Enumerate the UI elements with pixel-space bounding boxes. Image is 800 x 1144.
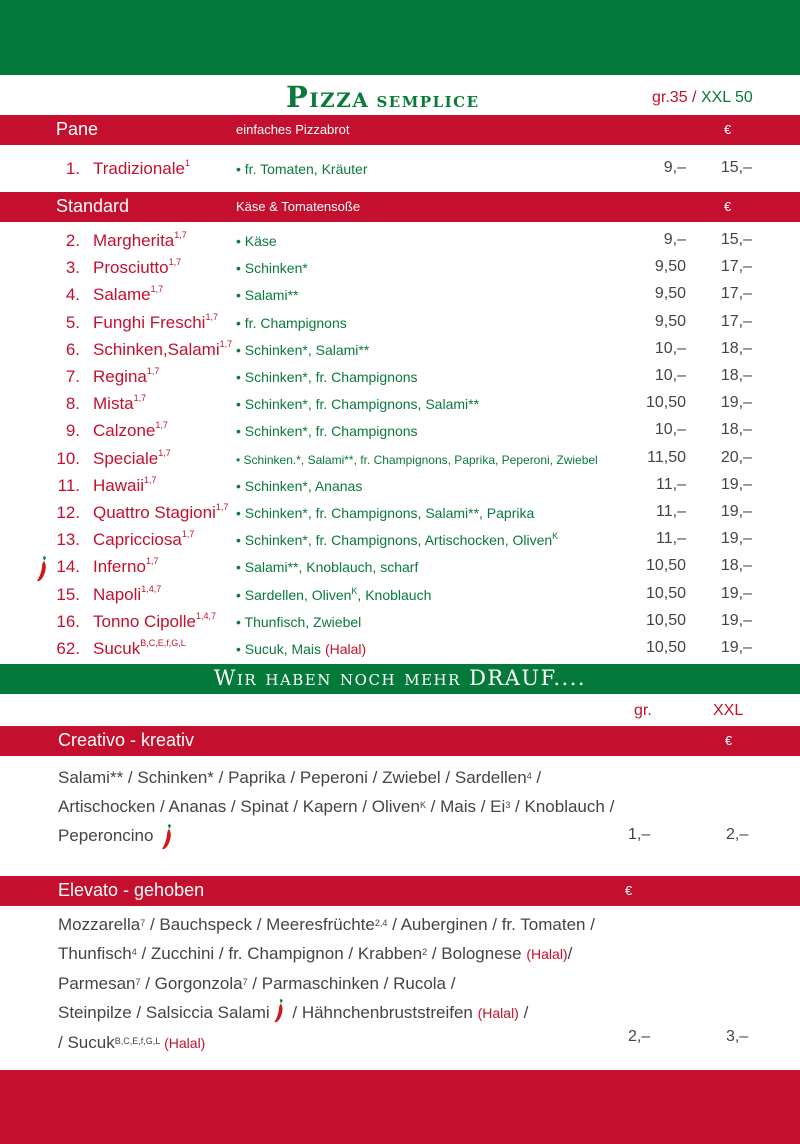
price-xxl: 17,– [720,312,752,330]
allergen-sup: 7 [135,977,141,987]
text: • Schinken*, Salami** [236,341,370,358]
text: Steinpilze / Salsiccia Salami [58,1003,270,1022]
text: / Bolognese [427,944,527,963]
price-small: 9,– [663,159,686,176]
item-ingredients [236,342,369,358]
menu-item-row [0,637,800,664]
section-bar-creativo [0,726,800,756]
menu-item-row [0,528,800,555]
allergen-sup: 3 [505,800,511,810]
allergen-sup: B,C,E,f,G,L [114,1036,161,1046]
item-name [93,476,157,496]
section-title: Creativo - kreativ [58,730,195,750]
item-ingredients [236,260,308,276]
price-xxl: 2,– [726,826,749,843]
text: Artischocken / Ananas / Spinat / Kapern / Oliven [58,797,420,816]
price-xxl: 15,– [720,159,752,176]
item-ingredients [236,396,479,412]
item-name [93,449,171,469]
text: / [531,768,542,787]
toppings-line [58,939,595,969]
allergen-sup: 4 [526,771,532,781]
item-number: 15. [56,584,80,604]
allergen-sup: 1,4,7 [196,610,217,621]
item-number: 6. [65,339,80,359]
allergen-sup: 1,7 [174,230,187,240]
menu-item-row [0,583,800,610]
price-xxl: 19,– [720,394,752,412]
allergen-sup: K [419,800,426,810]
price-xxl: 18,– [720,339,752,357]
price-xxl: 18,– [720,421,752,439]
item-name [93,367,159,387]
text: • Sucuk, Mais [236,641,325,657]
text: Sucuk [93,639,141,658]
price-small: 9,50 [654,312,686,330]
item-number: 14. [56,557,80,577]
allergen-sup: 2,4 [374,918,388,928]
item-name [93,313,218,333]
menu-item-row [0,555,800,582]
text: Margherita [93,231,175,250]
menu-item-row [0,610,800,637]
price-small: 11,– [656,503,686,520]
item-ingredients [236,559,418,575]
item-ingredients [236,233,277,249]
creativo-toppings [58,763,614,850]
item-number: 10. [56,448,80,468]
item-ingredients [236,505,534,521]
text: / Zucchini / fr. Champignon / Krabben [136,944,423,963]
menu-item-row [0,229,800,256]
text: • Thunfisch, Zwiebel [236,613,362,630]
text: • Salami**, Knoblauch, scharf [236,559,419,576]
price-xxl: 19,– [720,584,752,602]
menu-item-row [0,256,800,283]
chili-pepper-icon [160,823,174,851]
menu-item-row [0,311,800,338]
text: Mozzarella [58,915,141,934]
price-xxl: 19,– [720,530,752,548]
allergen-sup: 2 [422,947,428,957]
text: / [567,944,573,963]
toppings-line [58,792,614,821]
price-xxl: 17,– [720,285,752,303]
allergen-sup: B,C,E,f,G,L [140,638,186,648]
allergen-sup: 1,7 [150,284,164,295]
menu-item-row [0,283,800,310]
size-gr-label: gr. [634,702,652,719]
allergen-sup: 4 [131,947,137,957]
text: • Schinken* [236,260,308,277]
toppings-line [58,969,595,998]
toppings-line [58,821,614,850]
item-ingredients [236,161,367,177]
item-name [93,585,161,605]
price-small: 10,– [654,367,686,384]
item-ingredients [236,587,431,603]
price-small: 10,50 [645,394,686,412]
price-small: 10,50 [645,611,686,629]
item-ingredients [236,641,366,657]
price-gr: 1,– [628,826,651,843]
text: Salame [93,285,151,305]
text: / Parmaschinken / Rucola / [247,974,456,993]
euro-symbol: € [724,199,732,214]
text: / Hähnchenbruststreifen [287,1003,478,1022]
text: Salami** / Schinken* / Paprika / Peperoni / Zwiebel / Sardellen [58,768,527,787]
text: • Schinken.*, Salami**, fr. Champignons, Paprika, Peperoni, Zwiebel [236,452,598,467]
item-name [93,231,187,251]
toppings-line [58,998,595,1028]
text: Tradizionale [93,159,185,178]
item-name [93,612,216,632]
item-ingredients [236,315,347,331]
menu-item-row [0,392,800,419]
text: / Mais / Ei [425,797,506,816]
text: Parmesan [58,974,136,993]
item-number: 5. [65,312,80,332]
text: Inferno [93,557,146,577]
price-small: 10,– [654,421,686,439]
allergen-sup: 1,7 [144,474,157,485]
text: Schinken,Salami [93,339,220,359]
text: Regina [93,367,147,386]
item-name [93,394,146,414]
text: Funghi Freschi [93,312,206,332]
price-xxl: 18,– [720,367,752,384]
price-gr: 2,– [628,1028,651,1045]
text: Calzone [93,421,156,441]
section-title: Pane [56,119,99,139]
size-header [652,89,753,107]
allergen-sup: 1,7 [219,338,233,349]
section-subtitle: einfaches Pizzabrot [236,122,350,137]
allergen-sup: 1,7 [158,447,171,458]
text: • Käse [236,233,277,249]
text: Napoli [93,584,142,604]
menu-item-row [0,365,800,392]
price-xxl: 20,– [720,448,752,466]
price-xxl: 19,– [720,503,752,520]
section-title: Elevato - gehoben [58,880,205,900]
item-name [93,557,158,577]
item-number: 16. [56,611,80,631]
text: Speciale [93,448,159,468]
item-name [93,639,186,659]
text: , Knoblauch [357,586,432,603]
text: Mista [93,394,134,414]
elevato-toppings [58,910,595,1058]
size-separator: / [687,89,701,106]
text: • Schinken*, fr. Champignons [236,423,418,440]
size-large-label: XXL 50 [700,89,753,106]
section-title: Standard [56,196,130,216]
item-name [93,159,190,179]
allergen-sup: 7 [242,977,248,987]
text: / Knoblauch / [510,797,615,816]
item-number: 2. [65,231,80,250]
euro-symbol: € [725,733,733,748]
text: Capricciosa [93,530,182,550]
menu-item-row [0,338,800,365]
text: • fr. Tomaten, Kräuter [236,161,368,177]
title-pizza: Pizza [286,80,370,114]
text: • Sardellen, Oliven [236,586,352,603]
allergen-sup: 1,7 [145,556,159,567]
item-name [93,530,194,550]
allergen-sup: 1,7 [205,311,218,322]
more-toppings-banner [0,664,800,694]
allergen-sup: K [351,585,358,596]
item-ingredients [236,369,418,385]
menu-item-row [0,419,800,446]
text: Quattro Stagioni [93,503,216,522]
price-small: 9,– [663,231,686,248]
menu-item-row [0,501,800,528]
text: • fr. Champignons [236,314,347,331]
allergen-sup: 1,4,7 [141,583,162,594]
top-green-band [0,0,800,75]
item-name [93,421,168,441]
toppings-line [58,910,595,939]
item-name [93,285,163,305]
halal-tag: (Halal) [324,641,367,657]
item-ingredients [236,478,362,494]
item-ingredients [236,453,598,467]
allergen-sup: 7 [140,918,146,928]
price-small: 11,– [656,530,686,548]
price-xxl: 17,– [720,258,752,276]
price-small: 9,50 [654,285,686,303]
price-small: 10,50 [645,584,686,602]
item-number: 1. [65,159,80,178]
allergen-sup: 1,7 [155,420,168,431]
price-small: 10,50 [645,557,686,575]
item-number: 12. [56,503,80,522]
text: Hawaii [93,475,145,495]
item-name [93,258,181,278]
chili-pepper-icon [272,998,286,1024]
price-xxl: 19,– [720,475,752,493]
allergen-sup: 1,7 [133,393,147,404]
text: / [518,1003,529,1022]
item-number: 13. [56,530,80,550]
chili-pepper-icon [35,555,49,583]
text: / Sucuk [58,1033,115,1052]
price-small: 11,50 [647,448,686,466]
price-xxl: 3,– [726,1028,749,1045]
allergen-sup: 1,7 [181,529,195,540]
item-number: 7. [65,367,80,386]
text: • Salami** [236,287,299,304]
price-xxl: 19,– [720,611,752,629]
menu-item-row [0,474,800,501]
text: • Schinken*, fr. Champignons, Artischocken, Oliven [236,532,553,549]
allergen-sup: 1,7 [215,502,229,512]
item-number: 9. [65,421,80,441]
euro-symbol: € [625,883,633,898]
item-number: 62. [56,639,80,658]
text: • Schinken*, Ananas [236,477,363,494]
price-small: 11,– [656,475,686,493]
size-xxl-label: XXL [713,702,744,719]
allergen-sup: 1 [184,158,190,168]
section-bar-standard [0,192,800,222]
text: • Schinken*, fr. Champignons, Salami** [236,396,480,413]
halal-tag: (Halal) [526,946,568,962]
text: Peperoncino [58,826,154,845]
price-xxl: 19,– [720,639,752,656]
item-number: 11. [57,475,80,495]
text: • Schinken*, fr. Champignons [236,369,418,385]
page-title [286,80,480,114]
item-number: 8. [65,394,80,414]
section-bar-pane [0,115,800,145]
text: Tonno Cipolle [93,611,197,631]
halal-tag: (Halal) [160,1035,206,1051]
text: / Auberginen / fr. Tomaten / [387,915,595,934]
price-small: 9,50 [654,258,686,276]
menu-item-row [0,157,800,184]
section-bar-elevato [0,876,800,906]
allergen-sup: 1,7 [146,366,160,376]
text: / Bauchspeck / Meeresfrüchte [145,915,375,934]
item-number: 4. [65,285,80,305]
item-name [93,503,228,523]
euro-symbol: € [724,122,732,137]
text: / Gorgonzola [140,974,243,993]
size-small-label: gr.35 [652,89,688,106]
bottom-red-band [0,1070,800,1144]
toppings-line [58,1028,595,1058]
item-name [93,340,232,360]
section-subtitle: Käse & Tomatensoße [236,199,361,214]
price-small: 10,– [654,339,686,357]
title-semplice: semplice [376,87,480,112]
allergen-sup: 1,7 [168,257,182,268]
text: Prosciutto [93,258,169,278]
price-xxl: 15,– [720,231,752,248]
price-small: 10,50 [645,639,686,656]
price-xxl: 18,– [720,557,752,575]
allergen-sup: K [552,531,559,542]
menu-item-row [0,447,800,474]
text: • Schinken*, fr. Champignons, Salami**, Paprika [236,505,535,521]
banner-text: Wir haben noch mehr DRAUF.... [213,666,587,690]
halal-tag: (Halal) [477,1005,519,1021]
item-number: 3. [65,258,80,278]
item-ingredients [236,423,418,439]
text: Thunfisch [58,944,132,963]
item-ingredients [236,532,558,548]
item-ingredients [236,287,298,303]
item-ingredients [236,614,361,630]
toppings-line [58,763,614,792]
